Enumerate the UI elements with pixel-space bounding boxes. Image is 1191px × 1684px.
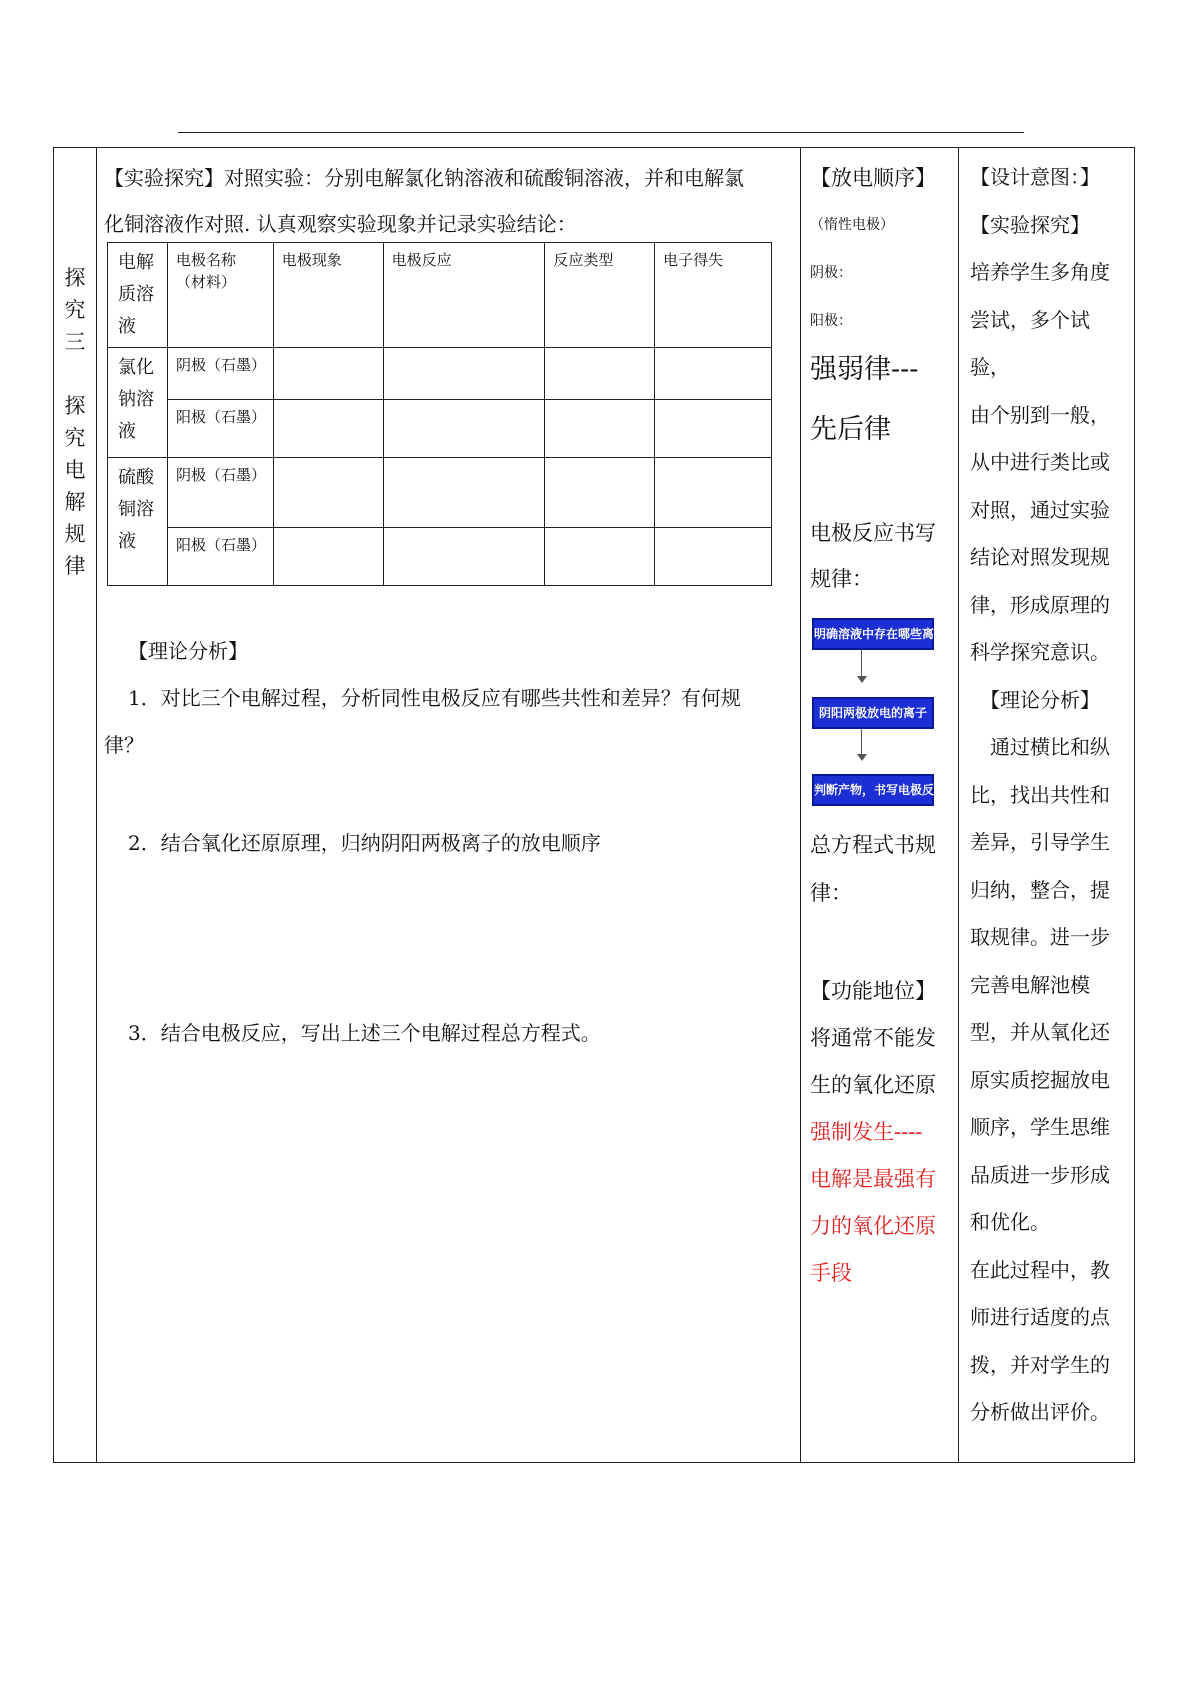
flow-step-3: 判断产物，书写电极反应式 bbox=[812, 774, 934, 806]
blank-cell[interactable] bbox=[273, 528, 383, 586]
section-label bbox=[56, 262, 94, 582]
blank-cell[interactable] bbox=[273, 348, 383, 400]
design-line: 顺序，学生思维 bbox=[970, 1115, 1110, 1139]
section-label-char: 律 bbox=[64, 554, 86, 578]
blank-cell[interactable] bbox=[273, 458, 383, 528]
question-1-line-2: 律？ bbox=[104, 733, 144, 757]
blank-cell[interactable] bbox=[545, 348, 655, 400]
header-electrode-name: 电极名称（材料） bbox=[167, 243, 273, 348]
anode-label: 阳极： bbox=[810, 313, 852, 329]
total-rule-line-2: 律： bbox=[810, 881, 852, 905]
function-line-1: 将通常不能发 bbox=[810, 1026, 936, 1050]
discharge-order-title: 【放电顺序】 bbox=[810, 166, 936, 190]
blank-cell[interactable] bbox=[383, 400, 545, 458]
design-line: 律，形成原理的 bbox=[970, 592, 1110, 617]
theory-title: 【理论分析】 bbox=[128, 639, 248, 663]
section-label-char: 究 bbox=[64, 298, 86, 322]
function-title: 【功能地位】 bbox=[810, 979, 936, 1003]
function-line-2: 生的氧化还原 bbox=[810, 1073, 936, 1097]
design-line: 归纳，整合，提 bbox=[970, 877, 1110, 902]
section-label-char: 三 bbox=[64, 330, 86, 354]
design-line: 【理论分析】 bbox=[970, 687, 1100, 712]
design-line: 通过横比和纵 bbox=[970, 735, 1110, 759]
design-line: 品质进一步形成 bbox=[970, 1162, 1110, 1187]
flow-arrow-2 bbox=[861, 729, 862, 756]
inert-electrode-note: （惰性电极） bbox=[810, 217, 894, 233]
cathode-label: 阴极： bbox=[810, 265, 852, 281]
section-label-char bbox=[56, 358, 94, 390]
column-divider-1 bbox=[96, 147, 97, 1463]
experiment-intro bbox=[104, 155, 794, 247]
design-intent-column bbox=[970, 154, 1128, 1437]
question-2: 2．结合氧化还原原理，归纳阴阳两极离子的放电顺序 bbox=[128, 831, 601, 855]
solution-cell: 硫酸铜溶液 bbox=[108, 458, 168, 586]
design-line: 原实质挖掘放电 bbox=[970, 1067, 1110, 1092]
blank-cell[interactable] bbox=[655, 400, 772, 458]
column-divider-2 bbox=[800, 147, 801, 1463]
design-line: 由个别到一般， bbox=[970, 402, 1110, 427]
blank-cell[interactable] bbox=[545, 528, 655, 586]
blank-cell[interactable] bbox=[383, 348, 545, 400]
electrode-rule-line-2: 规律： bbox=[810, 567, 873, 591]
design-line: 取规律。进一步 bbox=[970, 925, 1110, 949]
rule-order: 先后律 bbox=[810, 414, 891, 445]
intro-line: 化铜溶液作对照. 认真观察实验现象并记录实验结论： bbox=[104, 212, 577, 236]
electrode-rule-line-1: 电极反应书写 bbox=[810, 521, 936, 545]
design-line: 结论对照发现规 bbox=[970, 545, 1110, 569]
design-line: 科学探究意识。 bbox=[970, 640, 1110, 664]
section-label-char: 电 bbox=[64, 458, 86, 482]
electrode-cell: 阴极（石墨） bbox=[167, 348, 273, 400]
section-label-char: 探 bbox=[64, 394, 86, 418]
blank-cell[interactable] bbox=[655, 528, 772, 586]
function-highlight-3: 力的氧化还原 bbox=[810, 1214, 936, 1238]
flow-arrow-1 bbox=[861, 650, 862, 678]
section-label-char: 解 bbox=[64, 490, 86, 514]
design-line: 培养学生多角度 bbox=[970, 260, 1110, 284]
function-highlight-4: 手段 bbox=[810, 1261, 852, 1285]
design-line: 拨，并对学生的 bbox=[970, 1352, 1110, 1377]
flow-arrowhead-1 bbox=[857, 676, 867, 683]
lab-record-table bbox=[107, 242, 772, 586]
design-line: 完善电解池模 bbox=[970, 972, 1090, 997]
section-label-char: 规 bbox=[64, 522, 86, 546]
electrode-cell: 阳极（石墨） bbox=[167, 400, 273, 458]
solution-cell: 氯化钠溶液 bbox=[108, 348, 168, 458]
blank-cell[interactable] bbox=[655, 348, 772, 400]
flow-step-2: 阴阳两极放电的离子 bbox=[812, 697, 934, 729]
blank-cell[interactable] bbox=[545, 400, 655, 458]
question-1-line-1: 1．对比三个电解过程，分析同性电极反应有哪些共性和差异？有何规 bbox=[128, 686, 741, 710]
design-line: 比，找出共性和 bbox=[970, 782, 1110, 807]
design-line: 【实验探究】 bbox=[970, 212, 1090, 237]
header-solution: 电解质溶液 bbox=[108, 243, 168, 348]
section-label-char: 究 bbox=[64, 426, 86, 450]
header-reaction-type: 反应类型 bbox=[545, 243, 655, 348]
intro-line: 【实验探究】对照实验：分别电解氯化钠溶液和硫酸铜溶液，并和电解氯 bbox=[104, 166, 744, 190]
design-line: 差异，引导学生 bbox=[970, 830, 1110, 854]
rule-strength: 强弱律--- bbox=[810, 354, 919, 385]
flow-arrowhead-2 bbox=[857, 754, 867, 761]
blank-cell[interactable] bbox=[545, 458, 655, 528]
header-rule bbox=[178, 132, 1024, 133]
design-line: 型，并从氧化还 bbox=[970, 1020, 1110, 1044]
function-highlight-1: 强制发生---- bbox=[810, 1120, 923, 1144]
design-line: 尝试，多个试验， bbox=[970, 307, 1090, 379]
header-electron-gain-loss: 电子得失 bbox=[655, 243, 772, 348]
design-line: 在此过程中，教 bbox=[970, 1257, 1110, 1282]
question-3: 3．结合电极反应，写出上述三个电解过程总方程式。 bbox=[128, 1021, 601, 1045]
design-line: 【设计意图：】 bbox=[970, 165, 1100, 189]
total-rule-line-1: 总方程式书规 bbox=[810, 833, 936, 857]
blank-cell[interactable] bbox=[383, 528, 545, 586]
function-highlight-2: 电解是最强有 bbox=[810, 1167, 936, 1191]
header-phenomenon: 电极现象 bbox=[273, 243, 383, 348]
blank-cell[interactable] bbox=[273, 400, 383, 458]
design-line: 分析做出评价。 bbox=[970, 1400, 1110, 1424]
design-line: 从中进行类比或 bbox=[970, 450, 1110, 474]
design-line: 和优化。 bbox=[970, 1210, 1050, 1234]
electrode-cell: 阴极（石墨） bbox=[167, 458, 273, 528]
design-line: 师进行适度的点 bbox=[970, 1305, 1110, 1329]
blank-cell[interactable] bbox=[655, 458, 772, 528]
electrode-cell: 阳极（石墨） bbox=[167, 528, 273, 586]
blank-cell[interactable] bbox=[383, 458, 545, 528]
design-line: 对照，通过实验 bbox=[970, 497, 1110, 522]
header-reaction: 电极反应 bbox=[383, 243, 545, 348]
section-label-char: 探 bbox=[64, 266, 86, 290]
flow-step-1: 明确溶液中存在哪些离子 bbox=[812, 618, 934, 650]
